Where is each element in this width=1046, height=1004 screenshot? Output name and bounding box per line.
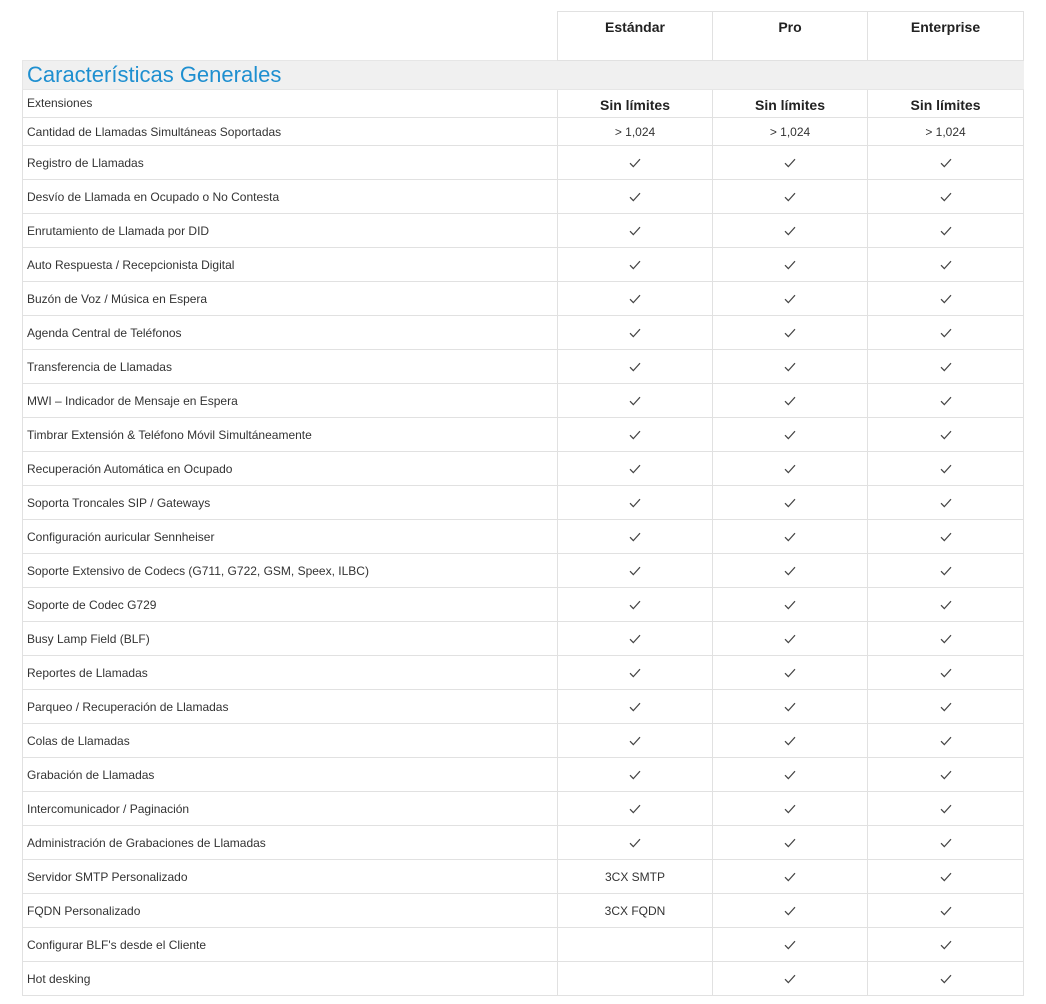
feature-label: Cantidad de Llamadas Simultáneas Soportadas (23, 118, 558, 146)
feature-value-check (868, 452, 1024, 486)
plan-header-standard: Estándar (558, 12, 713, 61)
checkmark-icon (784, 770, 796, 780)
feature-value-check (868, 894, 1024, 928)
table-row (23, 554, 1024, 588)
feature-value: > 1,024 (558, 118, 713, 146)
feature-label: FQDN Personalizado (23, 894, 558, 928)
feature-value-check (868, 962, 1024, 996)
feature-value-check (868, 316, 1024, 350)
table-row (23, 316, 1024, 350)
checkmark-icon (784, 838, 796, 848)
feature-value-check (558, 214, 713, 248)
checkmark-icon (940, 532, 952, 542)
table-row (23, 384, 1024, 418)
checkmark-icon (784, 974, 796, 984)
feature-value-check (558, 316, 713, 350)
feature-value-check (868, 418, 1024, 452)
checkmark-icon (629, 702, 641, 712)
feature-value-check (868, 622, 1024, 656)
feature-value-check (713, 588, 868, 622)
checkmark-icon (940, 430, 952, 440)
feature-value-check (713, 520, 868, 554)
checkmark-icon (784, 872, 796, 882)
feature-value-check (713, 622, 868, 656)
checkmark-icon (784, 464, 796, 474)
feature-value-check (713, 248, 868, 282)
checkmark-icon (629, 294, 641, 304)
feature-value-check (868, 758, 1024, 792)
feature-value-check (713, 418, 868, 452)
table-row-simultaneous-calls (23, 118, 1024, 146)
feature-label: Configurar BLF's desde el Cliente (23, 928, 558, 962)
feature-label: Servidor SMTP Personalizado (23, 860, 558, 894)
feature-value-check (868, 520, 1024, 554)
feature-value-check (713, 690, 868, 724)
feature-label: Soporta Troncales SIP / Gateways (23, 486, 558, 520)
feature-label: Parqueo / Recuperación de Llamadas (23, 690, 558, 724)
checkmark-icon (940, 464, 952, 474)
plan-header-enterprise: Enterprise (868, 12, 1024, 61)
feature-value: Sin límites (558, 90, 713, 118)
checkmark-icon (784, 328, 796, 338)
checkmark-icon (940, 736, 952, 746)
feature-label: Reportes de Llamadas (23, 656, 558, 690)
feature-label: Intercomunicador / Paginación (23, 792, 558, 826)
feature-label: Desvío de Llamada en Ocupado o No Contesta (23, 180, 558, 214)
feature-value-check (868, 690, 1024, 724)
feature-value-check (558, 350, 713, 384)
feature-label: Transferencia de Llamadas (23, 350, 558, 384)
feature-value-check (868, 384, 1024, 418)
checkmark-icon (940, 906, 952, 916)
checkmark-icon (940, 396, 952, 406)
checkmark-icon (629, 804, 641, 814)
feature-value-check (558, 384, 713, 418)
checkmark-icon (784, 566, 796, 576)
feature-value-check (713, 894, 868, 928)
table-row-extensions (23, 90, 1024, 118)
checkmark-icon (940, 192, 952, 202)
checkmark-icon (629, 362, 641, 372)
feature-value-check (868, 350, 1024, 384)
table-row (23, 350, 1024, 384)
checkmark-icon (629, 260, 641, 270)
feature-value-check (713, 928, 868, 962)
checkmark-icon (784, 906, 796, 916)
checkmark-icon (784, 634, 796, 644)
feature-value-check (868, 792, 1024, 826)
feature-value-check (868, 928, 1024, 962)
feature-label: Soporte de Codec G729 (23, 588, 558, 622)
feature-value: 3CX SMTP (558, 860, 713, 894)
checkmark-icon (629, 498, 641, 508)
feature-value-check (713, 214, 868, 248)
feature-value-check (713, 282, 868, 316)
checkmark-icon (940, 838, 952, 848)
header-empty-cell (23, 12, 558, 61)
checkmark-icon (784, 294, 796, 304)
checkmark-icon (629, 464, 641, 474)
feature-value-check (868, 554, 1024, 588)
checkmark-icon (629, 158, 641, 168)
feature-value-check (713, 962, 868, 996)
feature-value (558, 928, 713, 962)
feature-label: Hot desking (23, 962, 558, 996)
checkmark-icon (940, 294, 952, 304)
checkmark-icon (940, 498, 952, 508)
feature-value-check (713, 758, 868, 792)
feature-label: Soporte Extensivo de Codecs (G711, G722, GSM, Speex, ILBC) (23, 554, 558, 588)
comparison-table-container (22, 11, 1023, 996)
checkmark-icon (784, 192, 796, 202)
feature-value-check (713, 826, 868, 860)
section-header-row (23, 61, 1024, 90)
checkmark-icon (629, 566, 641, 576)
feature-value-check (558, 758, 713, 792)
table-row (23, 758, 1024, 792)
feature-value-check (558, 418, 713, 452)
feature-label: Configuración auricular Sennheiser (23, 520, 558, 554)
checkmark-icon (784, 600, 796, 610)
feature-value-check (558, 248, 713, 282)
feature-value-check (713, 860, 868, 894)
feature-value: Sin límites (868, 90, 1024, 118)
table-row (23, 656, 1024, 690)
feature-value (558, 962, 713, 996)
checkmark-icon (940, 770, 952, 780)
feature-value-check (558, 826, 713, 860)
feature-value-check (868, 860, 1024, 894)
checkmark-icon (784, 430, 796, 440)
checkmark-icon (784, 804, 796, 814)
feature-value-check (558, 180, 713, 214)
checkmark-icon (629, 192, 641, 202)
table-row (23, 860, 1024, 894)
table-row (23, 622, 1024, 656)
feature-value-check (558, 724, 713, 758)
feature-label: Administración de Grabaciones de Llamadas (23, 826, 558, 860)
feature-label: Colas de Llamadas (23, 724, 558, 758)
feature-value-check (558, 792, 713, 826)
feature-value-check (713, 792, 868, 826)
checkmark-icon (784, 736, 796, 746)
checkmark-icon (940, 226, 952, 236)
table-row (23, 214, 1024, 248)
checkmark-icon (940, 566, 952, 576)
feature-value-check (713, 554, 868, 588)
feature-value-check (558, 520, 713, 554)
feature-label: Extensiones (23, 90, 558, 118)
feature-label: Enrutamiento de Llamada por DID (23, 214, 558, 248)
checkmark-icon (784, 702, 796, 712)
checkmark-icon (629, 430, 641, 440)
table-row (23, 146, 1024, 180)
checkmark-icon (940, 634, 952, 644)
checkmark-icon (940, 702, 952, 712)
checkmark-icon (940, 974, 952, 984)
feature-value-check (868, 588, 1024, 622)
table-row (23, 894, 1024, 928)
feature-value-check (713, 316, 868, 350)
section-title: Características Generales (27, 62, 282, 87)
checkmark-icon (629, 328, 641, 338)
feature-value-check (868, 826, 1024, 860)
table-row (23, 690, 1024, 724)
checkmark-icon (784, 498, 796, 508)
checkmark-icon (629, 838, 641, 848)
feature-value-check (713, 452, 868, 486)
checkmark-icon (629, 736, 641, 746)
table-row (23, 418, 1024, 452)
feature-value-check (558, 554, 713, 588)
feature-value-check (558, 690, 713, 724)
table-row (23, 962, 1024, 996)
feature-value-check (713, 656, 868, 690)
table-row (23, 724, 1024, 758)
feature-value-check (868, 282, 1024, 316)
table-row (23, 520, 1024, 554)
checkmark-icon (784, 940, 796, 950)
table-row (23, 792, 1024, 826)
checkmark-icon (940, 362, 952, 372)
feature-value-check (868, 146, 1024, 180)
checkmark-icon (784, 260, 796, 270)
checkmark-icon (940, 804, 952, 814)
feature-value-check (558, 452, 713, 486)
checkmark-icon (629, 634, 641, 644)
feature-value-check (558, 282, 713, 316)
checkmark-icon (784, 158, 796, 168)
feature-value-check (558, 486, 713, 520)
feature-label: Registro de Llamadas (23, 146, 558, 180)
table-row (23, 180, 1024, 214)
table-row (23, 826, 1024, 860)
feature-value: > 1,024 (713, 118, 868, 146)
checkmark-icon (940, 260, 952, 270)
feature-label: Auto Respuesta / Recepcionista Digital (23, 248, 558, 282)
feature-value-check (713, 350, 868, 384)
feature-value-check (558, 622, 713, 656)
feature-value-check (868, 180, 1024, 214)
checkmark-icon (629, 668, 641, 678)
feature-value-check (713, 384, 868, 418)
plan-header-pro: Pro (713, 12, 868, 61)
feature-value-check (713, 180, 868, 214)
feature-value-check (558, 656, 713, 690)
checkmark-icon (940, 158, 952, 168)
checkmark-icon (629, 532, 641, 542)
table-row (23, 928, 1024, 962)
checkmark-icon (784, 226, 796, 236)
feature-label: Buzón de Voz / Música en Espera (23, 282, 558, 316)
checkmark-icon (940, 872, 952, 882)
checkmark-icon (940, 940, 952, 950)
feature-value-check (713, 146, 868, 180)
feature-value-check (868, 248, 1024, 282)
feature-value-check (558, 146, 713, 180)
checkmark-icon (629, 396, 641, 406)
checkmark-icon (940, 668, 952, 678)
checkmark-icon (629, 770, 641, 780)
feature-value-check (868, 486, 1024, 520)
feature-value-check (713, 724, 868, 758)
feature-label: Agenda Central de Teléfonos (23, 316, 558, 350)
feature-value-check (558, 588, 713, 622)
feature-value: Sin límites (713, 90, 868, 118)
table-row (23, 282, 1024, 316)
feature-label: Recuperación Automática en Ocupado (23, 452, 558, 486)
table-row (23, 486, 1024, 520)
table-row (23, 588, 1024, 622)
checkmark-icon (784, 668, 796, 678)
feature-value-check (868, 214, 1024, 248)
feature-label: Busy Lamp Field (BLF) (23, 622, 558, 656)
checkmark-icon (629, 600, 641, 610)
checkmark-icon (629, 226, 641, 236)
checkmark-icon (940, 600, 952, 610)
feature-value: > 1,024 (868, 118, 1024, 146)
feature-value: 3CX FQDN (558, 894, 713, 928)
feature-label: Grabación de Llamadas (23, 758, 558, 792)
checkmark-icon (784, 362, 796, 372)
feature-value-check (868, 656, 1024, 690)
feature-label: Timbrar Extensión & Teléfono Móvil Simultáneamente (23, 418, 558, 452)
section-header-cell (23, 61, 1024, 90)
checkmark-icon (784, 396, 796, 406)
feature-label: MWI – Indicador de Mensaje en Espera (23, 384, 558, 418)
table-row (23, 452, 1024, 486)
plan-header-row (23, 12, 1024, 61)
feature-value-check (868, 724, 1024, 758)
feature-value-check (713, 486, 868, 520)
table-row (23, 248, 1024, 282)
checkmark-icon (784, 532, 796, 542)
plan-comparison-table (22, 11, 1024, 996)
checkmark-icon (940, 328, 952, 338)
